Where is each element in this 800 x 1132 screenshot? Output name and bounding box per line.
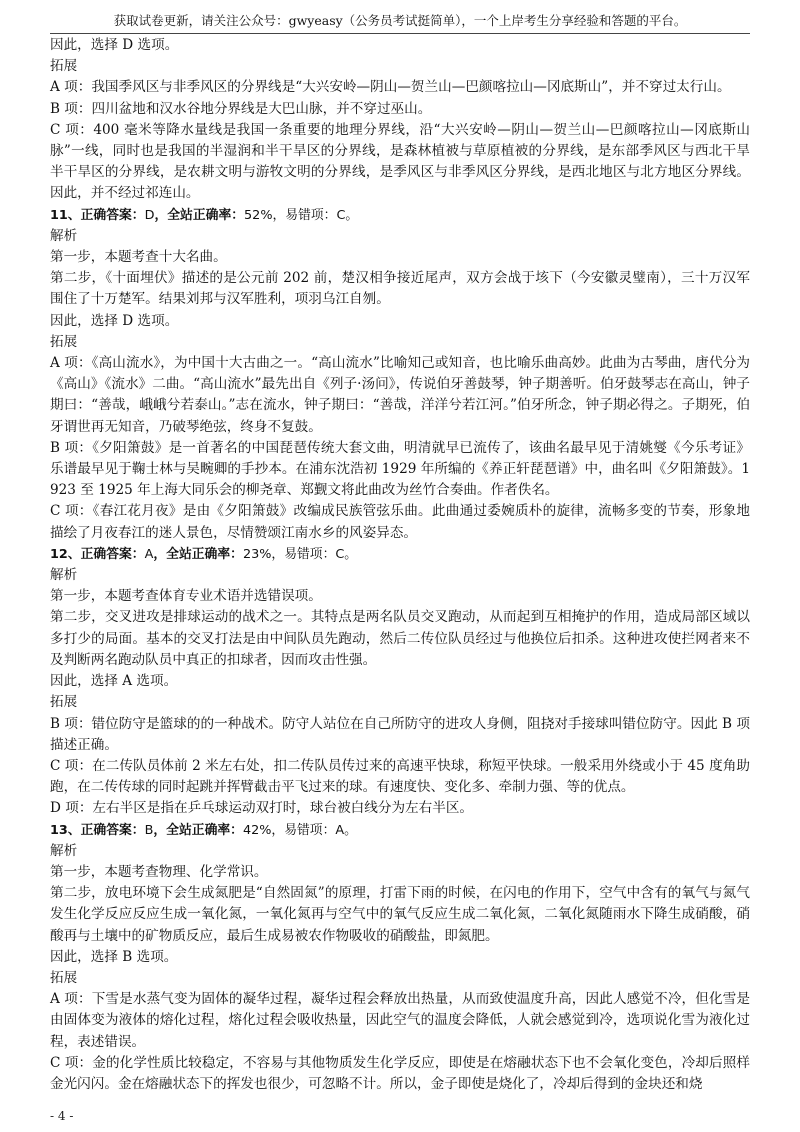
option-c: C 项：《春江花月夜》是由《夕阳箫鼓》改编成民族管弦乐曲。此曲通过委婉质朴的旋律，流畅多变的节奏，形象地描绘了月夜春江的迷人景色，尽情赞颂江南水乡的风姿异态。: [50, 503, 750, 541]
answer-value: A: [144, 546, 154, 562]
answer-value: B: [144, 822, 154, 838]
answer-label: 正确答案：: [80, 207, 145, 223]
page-number: - 4 -: [50, 1109, 74, 1123]
answer-label: 正确答案：: [80, 546, 145, 562]
conclusion: 因此，选择 D 选项。: [50, 312, 179, 329]
answer-label: 正确答案：: [80, 822, 145, 838]
option-a: A 项：下雪是水蒸气变为固体的凝华过程，凝华过程会释放出热量，从而致使温度升高，因此人感觉不冷，但化雪是由固体变为液体的熔化过程，熔化过程会吸收热量，因此空气的温度会降低，人就会感觉到冷，选项说化雪为液化过程，表述错误。: [50, 991, 750, 1050]
question-number: 11、: [50, 207, 81, 223]
rate-label: ，全站正确率：: [154, 207, 245, 223]
option-c: C 项：在二传队员体前 2 米左右处，扣二传队员传过来的高速平快球，称短平快球。一般采用外绕或小于 45 度角助跑，在二传传球的同时起跳并挥臂截击平飞过来的球。有速度快、变化多、牵制力强、等的优点。: [50, 757, 750, 796]
header-notice: 获取试卷更新，请关注公众号：gwyeasy（公务员考试挺简单），一个上岸考生分享经验和答题的平台。: [113, 13, 687, 28]
wrong-option: ，易错项：A。: [271, 822, 357, 838]
document-body: [50, 35, 750, 1095]
option-b: B 项：《夕阳箫鼓》是一首著名的中国琵琶传统大套文曲，明清就早已流传了，该曲名最早见于清姚燮《今乐考证》乐谱最早见于鞠士林与吴畹卿的手抄本。在浦东沈浩初 1929 年所编的《养正轩琵琶谱》中，曲名叫《夕阳箫鼓》。1923 至 1925 年上海大同乐会的柳尧章、郑觐文将此曲改为丝竹合奏曲。作者佚名。: [50, 439, 750, 499]
rate-value: 23%: [242, 546, 272, 562]
question-11-header: [50, 205, 750, 226]
step-1: 第一步，本题考查十大名曲。: [50, 249, 227, 266]
step-2: 第二步，交叉进攻是排球运动的战术之一。其特点是两名队员交叉跑动，从而起到互相掩护的作用，造成局部区域以多打少的局面。基本的交叉打法是由中间队员先跑动，然后二传位队员经过与他换位后扣杀。这种进攻使拦网者来不及判断两名跑动队员中真正的扣球者，因而攻击性强。: [50, 609, 750, 668]
analysis-label: 解析: [50, 567, 78, 584]
option-a: A 项：《高山流水》，为中国十大古曲之一。“高山流水”比喻知己或知音，也比喻乐曲高妙。此曲为古琴曲，唐代分为《高山》《流水》二曲。“高山流水”最先出自《列子·汤问》，传说伯牙善鼓琴，钟子期善听。伯牙鼓琴志在高山，钟子期曰：“善哉，峨峨兮若泰山。”志在流水，钟子期曰：“善哉，洋洋兮若江河。”伯牙所念，钟子期必得之。子期死，伯牙谓世再无知音，乃破琴绝弦，终身不复鼓。: [50, 355, 750, 435]
question-13-header: [50, 820, 750, 841]
rate-label: ，全站正确率：: [153, 546, 243, 562]
header-divider: [50, 33, 750, 34]
rate-value: 42%: [242, 822, 272, 838]
conclusion: 因此，选择 A 选项。: [50, 673, 178, 690]
option-d: D 项：左右半区是指在乒乓球运动双打时，球台被白线分为左右半区。: [50, 800, 474, 817]
step-2: 第二步，《十面埋伏》描述的是公元前 202 前，楚汉相争接近尾声，双方会战于垓下（今安徽灵璧南），三十万汉军围住了十万楚军。结果刘邦与汉军胜利，项羽乌江自刎。: [50, 270, 750, 308]
question-number: 13、: [50, 822, 81, 838]
analysis-label: 解析: [50, 227, 78, 244]
rate-value: 52%: [244, 207, 273, 223]
expand-label: 拓展: [50, 969, 78, 986]
answer-value: D: [144, 207, 155, 223]
step-2: 第二步，放电环境下会生成氮肥是“自然固氮”的原理，打雷下雨的时候，在闪电的作用下，空气中含有的氧气与氮气发生化学反应反应生成一氧化氮，一氧化氮再与空气中的氧气反应生成二氧化氮，二氧化氮随雨水下降生成硝酸，硝酸再与土壤中的矿物质反应，最后生成易被农作物吸收的硝酸盐，即氮肥。: [50, 885, 750, 944]
step-1: 第一步，本题考查物理、化学常识。: [50, 863, 268, 880]
question-12-header: [50, 544, 750, 565]
option-b: B 项：四川盆地和汉水谷地分界线是大巴山脉，并不穿过巫山。: [50, 100, 432, 117]
option-b: B 项：错位防守是篮球的的一种战术。防守人站位在自己所防守的进攻人身侧，阻挠对手接球叫错位防守。因此 B 项描述正确。: [50, 715, 750, 753]
option-c: C 项：400 毫米等降水量线是我国一条重要的地理分界线，沿“大兴安岭—阴山—贺兰山—巴颜喀拉山—冈底斯山脉”一线，同时也是我国的半湿润和半干旱区的分界线，是森林植被与草原植被的分界线，是东部季风区与西北干旱半干旱区的分界线，是农耕文明与游牧文明的分界线，是季风区与非季风区分界线，是西北地区与北方地区分界线。因此，并不经过祁连山。: [50, 121, 750, 202]
conclusion: 因此，选择 D 选项。: [50, 37, 179, 53]
question-number: 12、: [50, 546, 81, 562]
expand-label: 拓展: [50, 694, 78, 711]
option-c: C 项：金的化学性质比较稳定，不容易与其他物质发生化学反应，即使是在熔融状态下也不会氧化变色，冷却后照样金光闪闪。金在熔融状态下的挥发也很少，可忽略不计。所以，金子即使是烧化了，冷却后得到的金块还和烧: [50, 1054, 750, 1092]
analysis-label: 解析: [50, 842, 78, 859]
step-1: 第一步，本题考查体育专业术语并选错误项。: [50, 588, 322, 605]
wrong-option: ，易错项：C。: [272, 207, 359, 223]
rate-label: ，全站正确率：: [153, 822, 243, 838]
expand-label: 拓展: [50, 58, 78, 75]
option-a: A 项：我国季风区与非季风区的分界线是“大兴安岭—阴山—贺兰山—巴颜喀拉山—冈底斯山”，并不穿过太行山。: [50, 79, 731, 96]
conclusion: 因此，选择 B 选项。: [50, 948, 178, 965]
wrong-option: ，易错项：C。: [271, 546, 358, 562]
expand-label: 拓展: [50, 333, 78, 350]
